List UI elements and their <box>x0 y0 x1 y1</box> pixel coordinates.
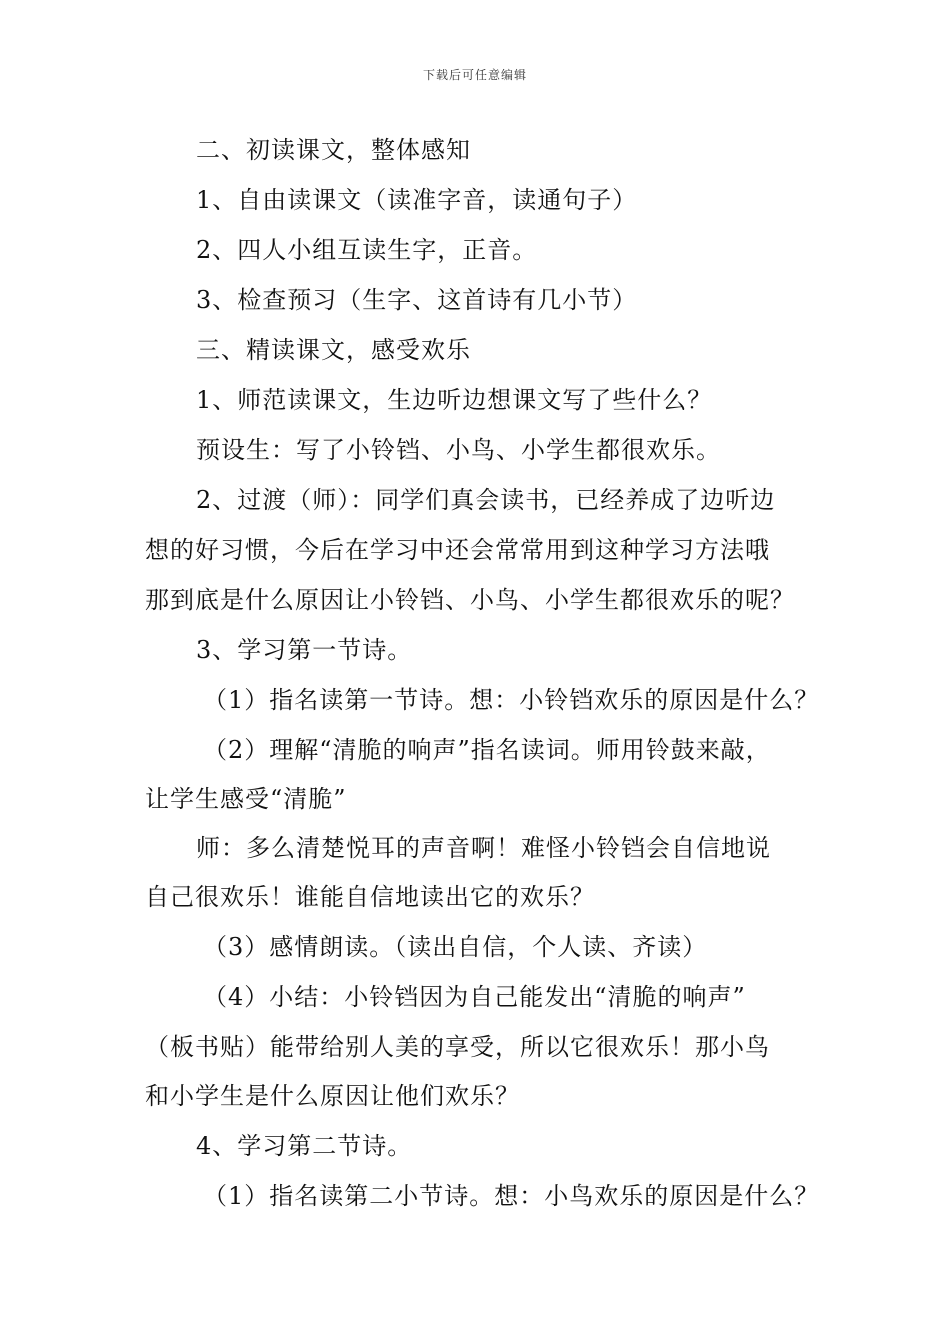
text-line: 师：多么清楚悦耳的声音啊！难怪小铃铛会自信地说 <box>196 834 771 862</box>
text-line: 1、自由读课文（读准字音，读通句子） <box>196 186 638 214</box>
text-line: 想的好习惯，今后在学习中还会常常用到这种学习方法哦 <box>145 536 770 564</box>
text-line: （2）理解“清脆的响声”指名读词。师用铃鼓来敲， <box>203 736 771 764</box>
page-header: 下载后可任意编辑 <box>422 68 527 82</box>
text-line: （3）感情朗读。（读出自信，个人读、齐读） <box>203 933 708 961</box>
text-line: 自己很欢乐！谁能自信地读出它的欢乐？ <box>145 883 595 911</box>
text-line: 4、学习第二节诗。 <box>196 1132 413 1160</box>
text-line: 和小学生是什么原因让他们欢乐？ <box>145 1082 520 1110</box>
text-line: （1）指名读第一节诗。想：小铃铛欢乐的原因是什么？ <box>203 686 820 714</box>
text-line: 二、初读课文，整体感知 <box>196 136 471 164</box>
text-line: 预设生：写了小铃铛、小鸟、小学生都很欢乐。 <box>196 436 721 464</box>
text-line: （1）指名读第二小节诗。想：小鸟欢乐的原因是什么？ <box>203 1182 820 1210</box>
text-line: 那到底是什么原因让小铃铛、小鸟、小学生都很欢乐的呢？ <box>145 586 795 614</box>
text-line: 3、检查预习（生字、这首诗有几小节） <box>196 286 638 314</box>
text-line: （板书贴）能带给别人美的享受，所以它很欢乐！那小鸟 <box>145 1033 770 1061</box>
text-line: 2、四人小组互读生字，正音。 <box>196 236 538 264</box>
text-line: 2、过渡（师）：同学们真会读书，已经养成了边听边 <box>196 486 776 514</box>
text-line: 3、学习第一节诗。 <box>196 636 413 664</box>
text-line: 1、师范读课文，生边听边想课文写了些什么？ <box>196 386 713 414</box>
text-line: 三、精读课文，感受欢乐 <box>196 336 471 364</box>
text-line: （4）小结：小铃铛因为自己能发出“清脆的响声” <box>203 983 746 1011</box>
text-line: 让学生感受“清脆” <box>145 785 347 813</box>
